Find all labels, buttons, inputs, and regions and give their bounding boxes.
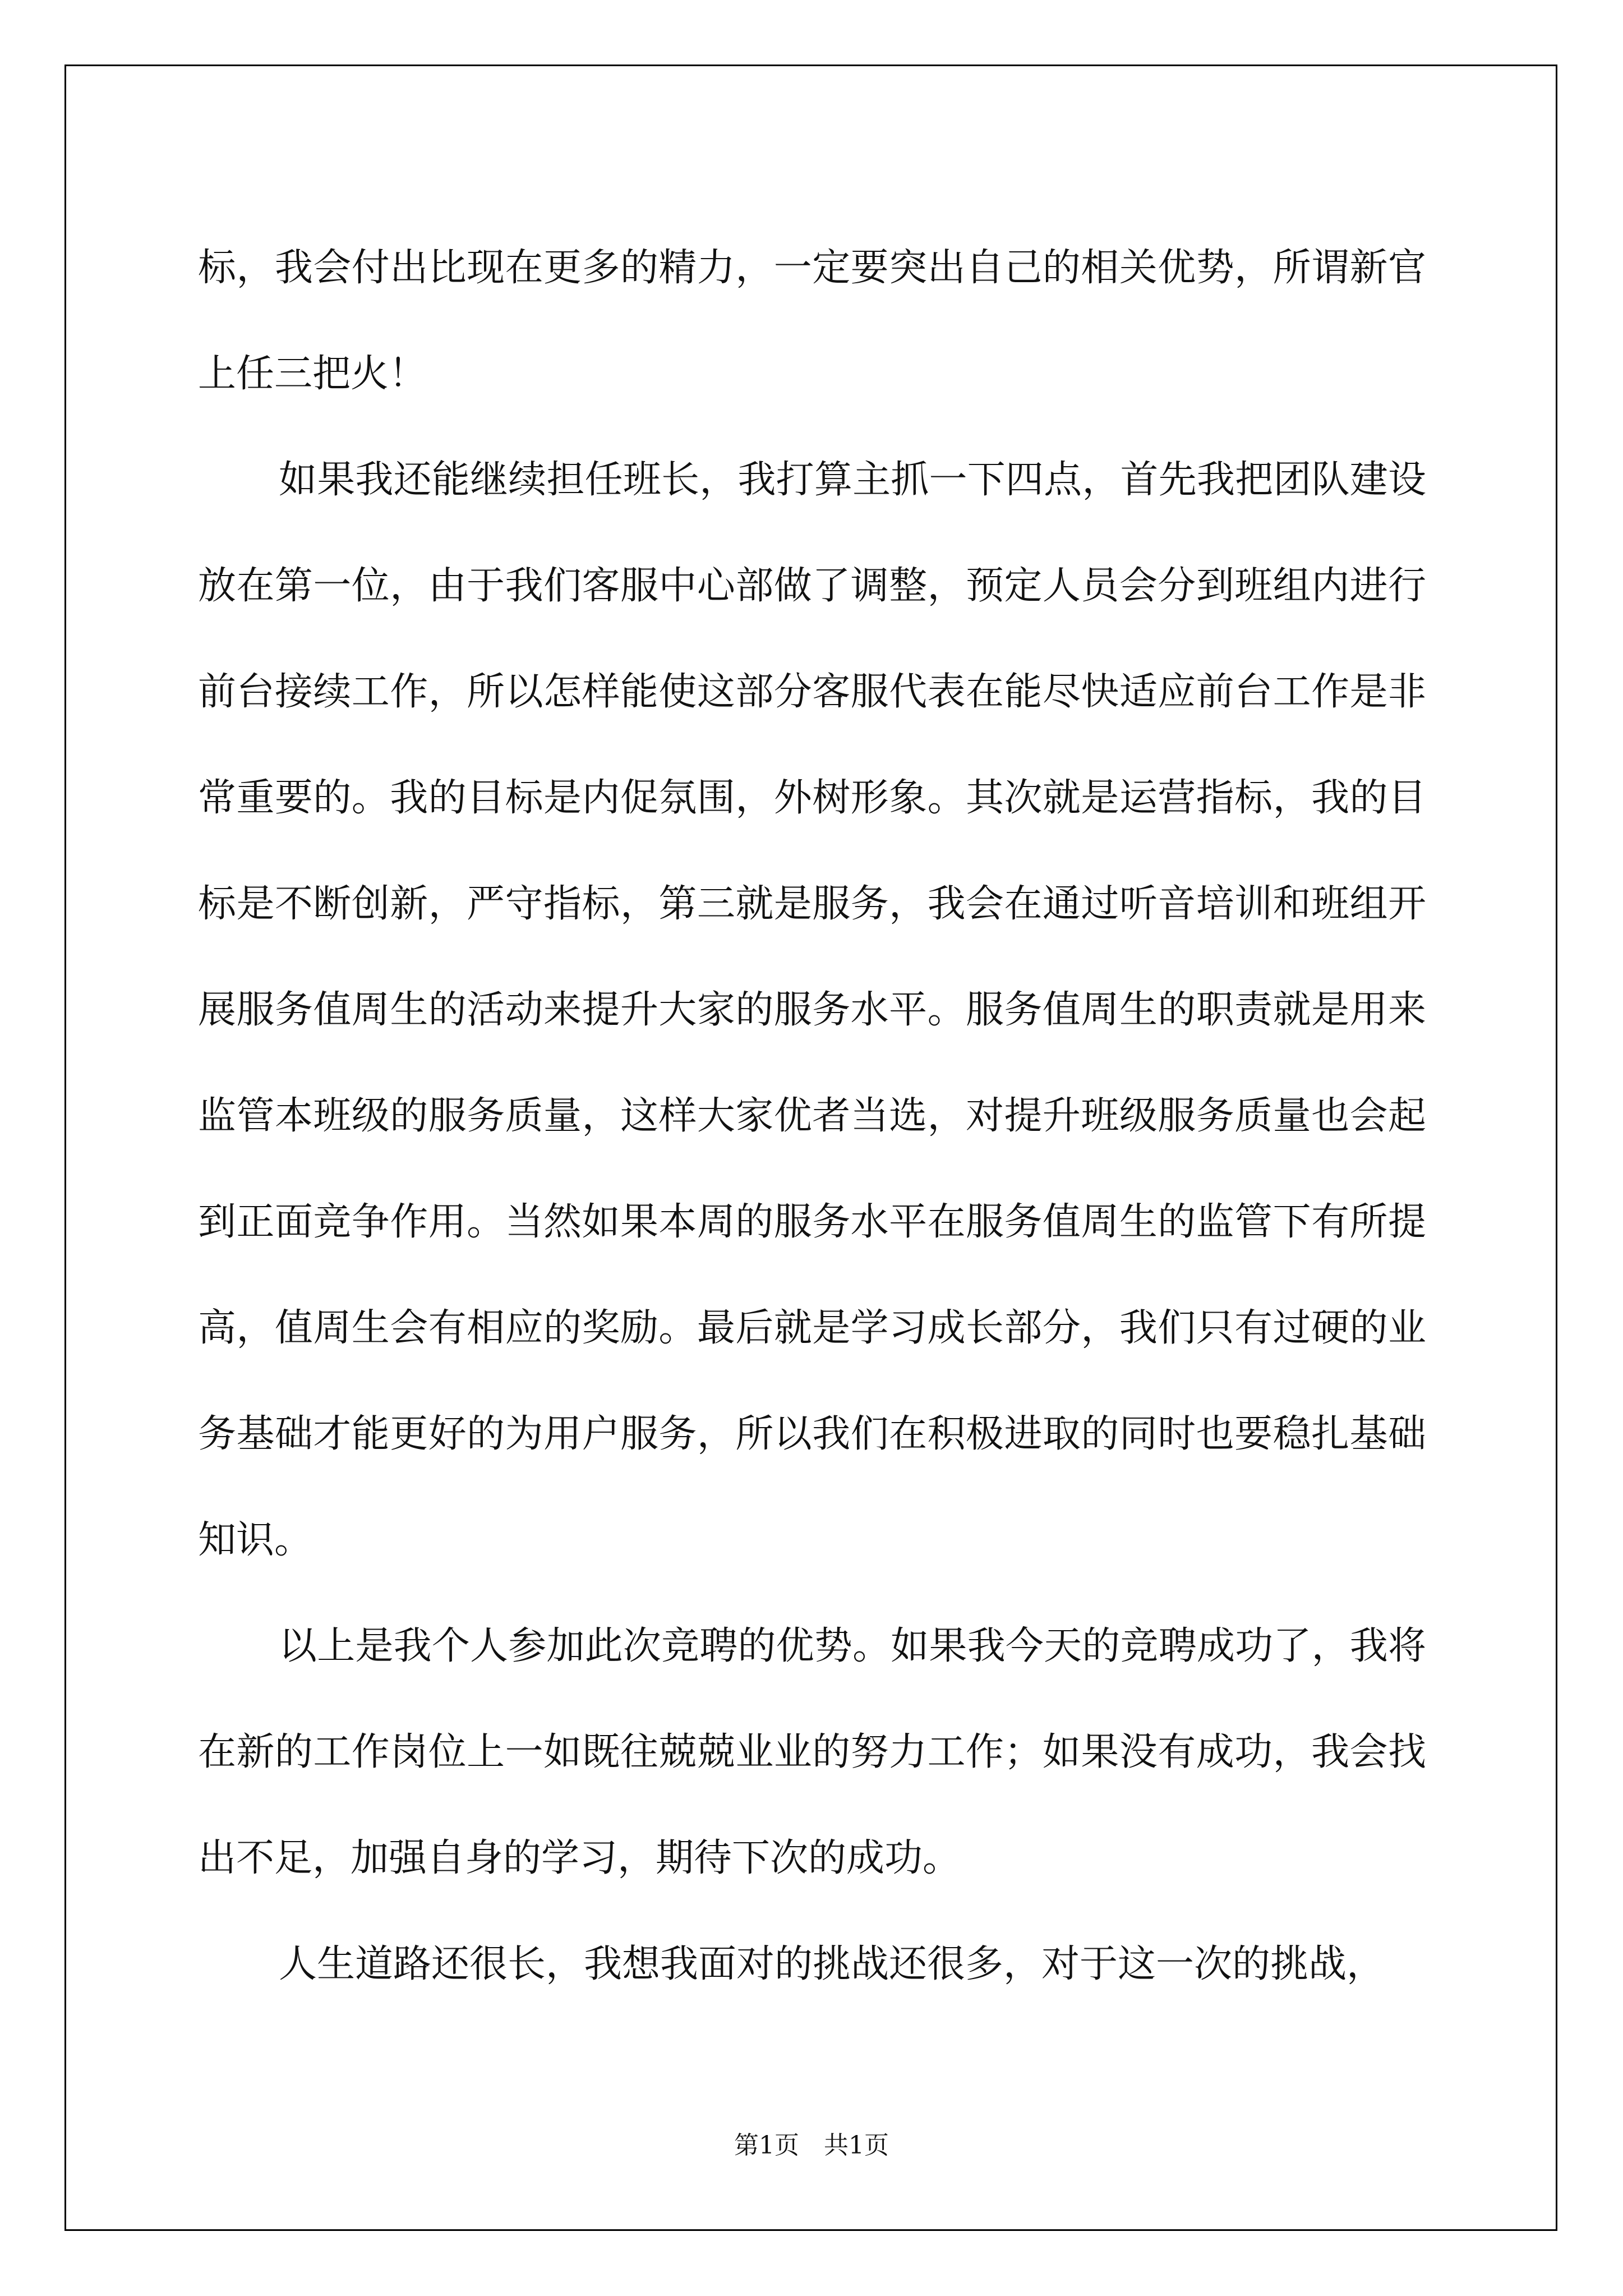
- paragraph-2: 如果我还能继续担任班长，我打算主抓一下四点，首先我把团队建设放在第一位，由于我们客服中心部做了调整，预定人员会分到班组内进行前台接续工作，所以怎样能使这部分客服代表在能尽快适应前台工作是非常重要的。我的目标是内促氛围，外树形象。其次就是运营指标，我的目标是不断创新，严守指标，第三就是服务，我会在通过听音培训和班组开展服务值周生的活动来提升大家的服务水平。服务值周生的职责就是用来监管本班级的服务质量，这样大家优者当选，对提升班级服务质量也会起到正面竞争作用。当然如果本周的服务水平在服务值周生的监管下有所提高，值周生会有相应的奖励。最后就是学习成长部分，我们只有过硬的业务基础才能更好的为用户服务，所以我们在积极进取的同时也要稳扎基础知识。: [198, 458, 1426, 1562]
- paragraph-4: 人生道路还很长，我想我面对的挑战还很多，对于这一次的挑战，: [279, 1942, 1385, 1986]
- document-body: [198, 215, 1426, 2017]
- paragraph-1: 标，我会付出比现在更多的精力，一定要突出自己的相关优势，所谓新官上任三把火！: [198, 246, 1426, 396]
- paragraph-3: 以上是我个人参加此次竞聘的优势。如果我今天的竞聘成功了，我将在新的工作岗位上一如既往兢兢业业的努力工作；如果没有成功，我会找出不足，加强自身的学习，期待下次的成功。: [198, 1624, 1426, 1880]
- page-number-footer: 第1页 共1页: [734, 2131, 889, 2160]
